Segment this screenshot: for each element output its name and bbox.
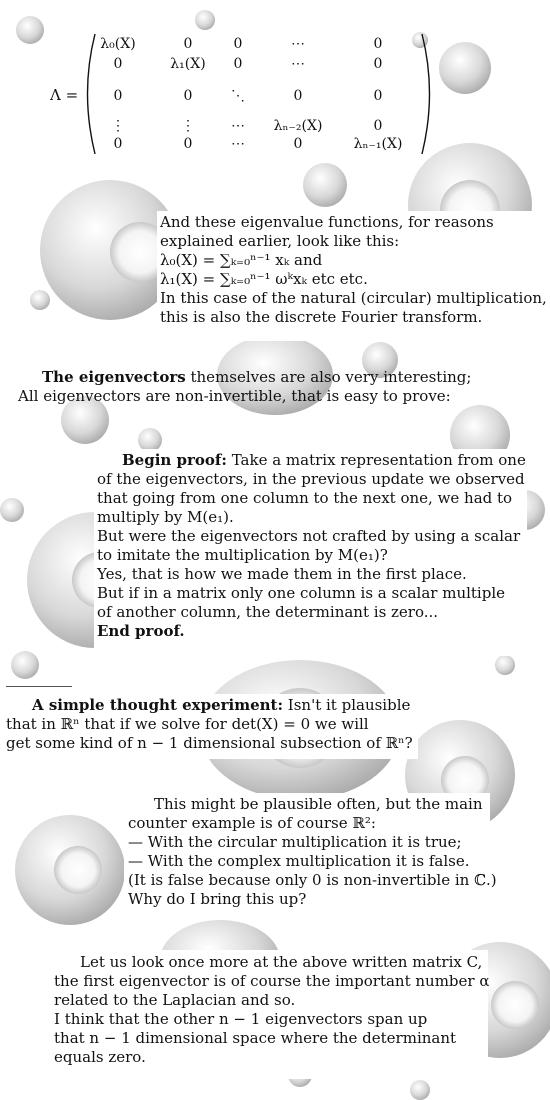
- final-line: the first eigenvector is of course the important number α: [54, 972, 490, 990]
- final-paragraph-box: [50, 950, 488, 1079]
- end-proof-label: End proof.: [97, 622, 185, 640]
- matrix-cell: 0: [183, 88, 193, 104]
- matrix-cell: 0: [293, 88, 303, 104]
- eigenvalues-formula: λ₀(X) = ∑ₖ₌₀ⁿ⁻¹ xₖ and: [160, 251, 323, 269]
- proof-line: of another column, the determinant is zero...: [97, 603, 439, 621]
- thought-text: get some kind of n − 1 dimensional subsection of ℝⁿ?: [6, 734, 413, 752]
- thought-text: that in ℝⁿ that if we solve for det(X) = 0 we will: [6, 715, 369, 733]
- plausible-line: — With the circular multiplication it is true;: [128, 833, 462, 851]
- matrix-cell: 0: [113, 88, 123, 104]
- matrix-cell: 0: [373, 88, 383, 104]
- eigenvectors-heading: The eigenvectors: [42, 368, 186, 386]
- matrix-cell: ⋯: [291, 56, 305, 72]
- matrix-cell: 0: [183, 36, 193, 52]
- proof-line: that going from one column to the next one, we had to: [97, 489, 513, 507]
- final-line: equals zero.: [54, 1048, 146, 1066]
- proof-line: to imitate the multiplication by M(e₁)?: [97, 546, 388, 564]
- section-divider: [6, 686, 72, 687]
- lambda-matrix: [40, 28, 440, 158]
- plausible-line: Why do I bring this up?: [128, 890, 307, 908]
- matrix-cell: 0: [183, 136, 193, 152]
- eigenvectors-text: themselves are also very interesting;: [185, 368, 472, 386]
- matrix-cell: λ₀(X): [100, 36, 136, 52]
- matrix-cell: ⋮: [181, 118, 195, 134]
- eigenvectors-paragraph: [18, 368, 471, 406]
- final-line: related to the Laplacian and so.: [54, 991, 296, 1009]
- eigenvalues-formula: λ₁(X) = ∑ₖ₌₀ⁿ⁻¹ ωᵏxₖ etc etc.: [160, 270, 368, 288]
- final-line: I think that the other n − 1 eigenvectors span up: [54, 1010, 428, 1028]
- proof-line: But if in a matrix only one column is a scalar multiple: [97, 584, 506, 602]
- matrix-cell: 0: [233, 36, 243, 52]
- thought-experiment-box: [4, 694, 418, 759]
- proof-line: But were the eigenvectors not crafted by using a scalar: [97, 527, 521, 545]
- matrix-cell: ⋯: [231, 118, 245, 134]
- matrix-cell: 0: [113, 136, 123, 152]
- matrix-cell: λₙ₋₂(X): [273, 118, 323, 134]
- matrix-cell: ⋯: [231, 136, 245, 152]
- proof-line: multiply by M(e₁).: [97, 508, 234, 526]
- final-line: that n − 1 dimensional space where the determinant: [54, 1029, 457, 1047]
- eigenvalues-line: In this case of the natural (circular) multiplication,: [160, 289, 547, 307]
- proof-box: [94, 449, 527, 656]
- plausible-line: This might be plausible often, but the main: [154, 795, 483, 813]
- eigenvalues-line: explained earlier, look like this:: [160, 232, 400, 250]
- thought-text: Isn't it plausible: [283, 696, 411, 714]
- eigenvalues-line: And these eigenvalue functions, for reasons: [160, 213, 494, 231]
- matrix-cell: 0: [373, 56, 383, 72]
- matrix-cell: λ₁(X): [170, 56, 206, 72]
- eigenvalues-box: [157, 211, 547, 341]
- matrix-cell: ⋯: [291, 36, 305, 52]
- proof-text: Take a matrix representation from one: [226, 451, 526, 469]
- plausible-line: counter example is of course ℝ²:: [128, 814, 376, 832]
- matrix-cell: ⋱: [231, 88, 245, 104]
- plausible-box: [124, 793, 497, 920]
- matrix-cell: 0: [113, 56, 123, 72]
- matrix-cell: 0: [233, 56, 243, 72]
- eigenvalues-line: this is also the discrete Fourier transform.: [160, 308, 483, 326]
- matrix-cell: λₙ₋₁(X): [353, 136, 403, 152]
- proof-line: of the eigenvectors, in the previous update we observed: [97, 470, 525, 488]
- begin-proof-label: Begin proof:: [122, 451, 227, 469]
- thought-experiment-heading: A simple thought experiment:: [32, 696, 284, 714]
- matrix-label: Λ =: [50, 86, 79, 104]
- proof-line: Yes, that is how we made them in the first place.: [97, 565, 467, 583]
- eigenvectors-text: All eigenvectors are non-invertible, that is easy to prove:: [18, 387, 451, 405]
- matrix-cell: ⋮: [111, 118, 125, 134]
- plausible-line: (It is false because only 0 is non-invertible in ℂ.): [128, 871, 497, 889]
- matrix-cell: 0: [293, 136, 303, 152]
- final-line: Let us look once more at the above written matrix C,: [80, 953, 483, 971]
- matrix-cell: 0: [373, 36, 383, 52]
- plausible-line: — With the complex multiplication it is false.: [128, 852, 470, 870]
- matrix-cell: 0: [373, 118, 383, 134]
